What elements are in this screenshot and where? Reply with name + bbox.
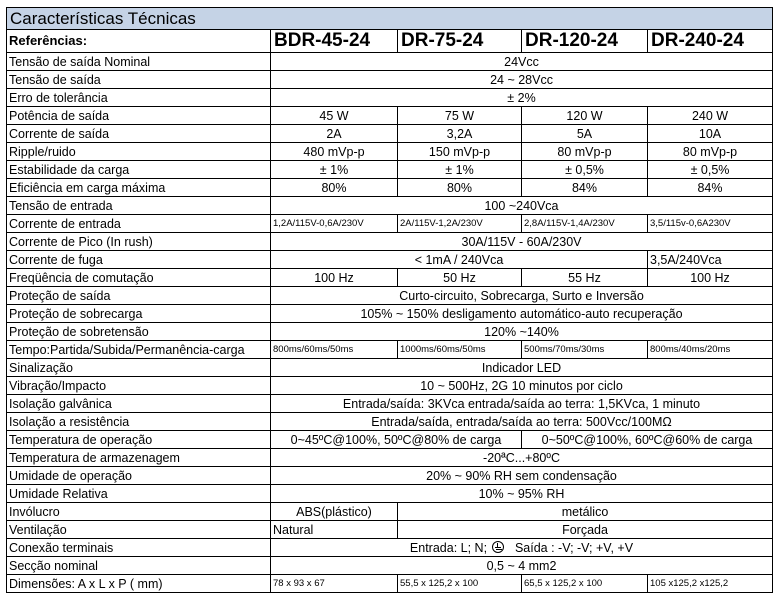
- title-row: [7, 8, 773, 30]
- spec-value: metálico: [398, 503, 773, 521]
- spec-value: ± 1%: [271, 161, 398, 179]
- spec-value: 2A/115V-1,2A/230V: [398, 215, 522, 233]
- table-row: [7, 269, 773, 287]
- spec-value: Indicador LED: [271, 359, 773, 377]
- spec-value: -20ªC...+80ºC: [271, 449, 773, 467]
- table-row: [7, 557, 773, 575]
- spec-label: Umidade Relativa: [7, 485, 271, 503]
- spec-value: 20% ~ 90% RH sem condensação: [271, 467, 773, 485]
- spec-label: Isolação a resistência: [7, 413, 271, 431]
- table-row: [7, 341, 773, 359]
- table-row: [7, 233, 773, 251]
- table-row: [7, 89, 773, 107]
- table-row: [7, 125, 773, 143]
- table-row: [7, 323, 773, 341]
- spec-value: 10% ~ 95% RH: [271, 485, 773, 503]
- spec-value: Entrada/saída: 3KVca entrada/saída ao terra: 1,5KVca, 1 minuto: [271, 395, 773, 413]
- spec-value: 100 Hz: [271, 269, 398, 287]
- spec-value: 80%: [398, 179, 522, 197]
- spec-label: Corrente de entrada: [7, 215, 271, 233]
- spec-label: Tempo:Partida/Subida/Permanência-carga: [7, 341, 271, 359]
- table-row: [7, 161, 773, 179]
- spec-label: Eficiência em carga máxima: [7, 179, 271, 197]
- spec-label: Secção nominal: [7, 557, 271, 575]
- model-name: BDR-45-24: [271, 30, 398, 53]
- table-row: [7, 215, 773, 233]
- spec-table: [6, 7, 773, 593]
- spec-value: 80 mVp-p: [522, 143, 648, 161]
- spec-label: Potência de saída: [7, 107, 271, 125]
- spec-value: 10A: [648, 125, 773, 143]
- spec-value: 100 Hz: [648, 269, 773, 287]
- spec-value: 80%: [271, 179, 398, 197]
- spec-value: ABS(plástico): [271, 503, 398, 521]
- spec-value: 120 W: [522, 107, 648, 125]
- terminal-input-text: Entrada: L; N;: [409, 540, 488, 555]
- spec-value: 10 ~ 500Hz, 2G 10 minutos por ciclo: [271, 377, 773, 395]
- table-row: [7, 53, 773, 71]
- spec-value: 2A: [271, 125, 398, 143]
- spec-value: 0,5 ~ 4 mm2: [271, 557, 773, 575]
- spec-value: 120% ~140%: [271, 323, 773, 341]
- spec-value: 800ms/40ms/20ms: [648, 341, 773, 359]
- table-row: [7, 521, 773, 539]
- spec-value: [271, 539, 773, 557]
- spec-label: Corrente de Pico (In rush): [7, 233, 271, 251]
- spec-value: ± 0,5%: [648, 161, 773, 179]
- spec-value: 75 W: [398, 107, 522, 125]
- table-row: [7, 503, 773, 521]
- table-row: [7, 197, 773, 215]
- model-name: DR-240-24: [648, 30, 773, 53]
- table-row: [7, 377, 773, 395]
- spec-label: Proteção de sobretensão: [7, 323, 271, 341]
- spec-value: 480 mVp-p: [271, 143, 398, 161]
- spec-label: Umidade de operação: [7, 467, 271, 485]
- spec-value: 3,5A/240Vca: [648, 251, 773, 269]
- spec-value: 65,5 x 125,2 x 100: [522, 575, 648, 593]
- spec-label: Temperatura de armazenagem: [7, 449, 271, 467]
- spec-value: 45 W: [271, 107, 398, 125]
- table-row: [7, 305, 773, 323]
- table-row: [7, 449, 773, 467]
- table-row: [7, 359, 773, 377]
- spec-label: Corrente de fuga: [7, 251, 271, 269]
- spec-value: 78 x 93 x 67: [271, 575, 398, 593]
- spec-label: Sinalização: [7, 359, 271, 377]
- spec-value: 150 mVp-p: [398, 143, 522, 161]
- spec-label: Proteção de sobrecarga: [7, 305, 271, 323]
- table-row: [7, 575, 773, 593]
- table-row: [7, 287, 773, 305]
- spec-value: 55 Hz: [522, 269, 648, 287]
- table-title: Características Técnicas: [7, 8, 773, 30]
- spec-label: Erro de tolerância: [7, 89, 271, 107]
- spec-value: 0~50ºC@100%, 60ºC@60% de carga: [522, 431, 773, 449]
- model-name: DR-120-24: [522, 30, 648, 53]
- spec-label: Proteção de saída: [7, 287, 271, 305]
- spec-label: Dimensões: A x L x P ( mm): [7, 575, 271, 593]
- spec-value: 24Vcc: [271, 53, 773, 71]
- spec-value: Entrada/saída, entrada/saída ao terra: 500Vcc/100MΩ: [271, 413, 773, 431]
- ground-icon: [492, 541, 504, 553]
- spec-value: 84%: [648, 179, 773, 197]
- header-row: [7, 30, 773, 53]
- spec-value: ± 1%: [398, 161, 522, 179]
- table-row: [7, 431, 773, 449]
- spec-label: Ripple/ruido: [7, 143, 271, 161]
- terminal-output-text: Saída : -V; -V; +V, +V: [514, 540, 634, 555]
- spec-label: Tensão de saída: [7, 71, 271, 89]
- table-row: [7, 179, 773, 197]
- spec-label: Corrente de saída: [7, 125, 271, 143]
- spec-value: 2,8A/115V-1,4A/230V: [522, 215, 648, 233]
- spec-label: Ventilação: [7, 521, 271, 539]
- spec-value: 3,2A: [398, 125, 522, 143]
- spec-value: 105 x125,2 x125,2: [648, 575, 773, 593]
- table-row: [7, 71, 773, 89]
- spec-value: 240 W: [648, 107, 773, 125]
- spec-value: 1000ms/60ms/50ms: [398, 341, 522, 359]
- spec-value: 84%: [522, 179, 648, 197]
- spec-value: Curto-circuito, Sobrecarga, Surto e Inversão: [271, 287, 773, 305]
- spec-value: 800ms/60ms/50ms: [271, 341, 398, 359]
- spec-value: 500ms/70ms/30ms: [522, 341, 648, 359]
- table-row: [7, 251, 773, 269]
- table-row: [7, 107, 773, 125]
- spec-label: Invólucro: [7, 503, 271, 521]
- spec-value: 80 mVp-p: [648, 143, 773, 161]
- spec-value: 5A: [522, 125, 648, 143]
- spec-label: Freqüência de comutação: [7, 269, 271, 287]
- spec-label: Tensão de saída Nominal: [7, 53, 271, 71]
- header-label: Referências:: [7, 30, 271, 53]
- spec-value: Forçada: [398, 521, 773, 539]
- table-row: [7, 539, 773, 557]
- spec-value: 100 ~240Vca: [271, 197, 773, 215]
- spec-value: 1,2A/115V-0,6A/230V: [271, 215, 398, 233]
- spec-label: Conexão terminais: [7, 539, 271, 557]
- spec-value: 0~45ºC@100%, 50ºC@80% de carga: [271, 431, 522, 449]
- spec-value: 55,5 x 125,2 x 100: [398, 575, 522, 593]
- spec-value: ± 2%: [271, 89, 773, 107]
- spec-value: ± 0,5%: [522, 161, 648, 179]
- spec-table-body: [7, 8, 773, 593]
- model-name: DR-75-24: [398, 30, 522, 53]
- spec-label: Isolação galvânica: [7, 395, 271, 413]
- table-row: [7, 485, 773, 503]
- spec-value: 3,5/115v-0,6A230V: [648, 215, 773, 233]
- table-row: [7, 467, 773, 485]
- table-row: [7, 413, 773, 431]
- spec-value: 24 ~ 28Vcc: [271, 71, 773, 89]
- spec-value: 50 Hz: [398, 269, 522, 287]
- spec-value: < 1mA / 240Vca: [271, 251, 648, 269]
- spec-value: 105% ~ 150% desligamento automático-auto recuperação: [271, 305, 773, 323]
- spec-value: Natural: [271, 521, 398, 539]
- spec-label: Estabilidade da carga: [7, 161, 271, 179]
- table-row: [7, 143, 773, 161]
- table-row: [7, 395, 773, 413]
- spec-label: Vibração/Impacto: [7, 377, 271, 395]
- spec-value: 30A/115V - 60A/230V: [271, 233, 773, 251]
- spec-label: Tensão de entrada: [7, 197, 271, 215]
- spec-label: Temperatura de operação: [7, 431, 271, 449]
